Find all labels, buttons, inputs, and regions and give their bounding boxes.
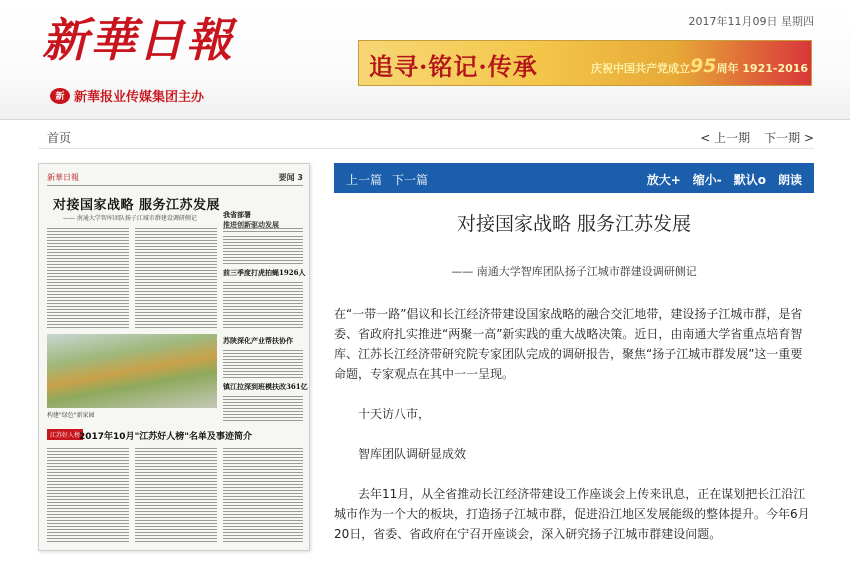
article-paragraph: 智库团队调研显成效 bbox=[358, 447, 467, 461]
banner-note: 庆祝中国共产党成立95周年 1921-2016 bbox=[591, 55, 809, 77]
thumb-side-head[interactable]: 前三季度打虎拍蝇1926人 bbox=[223, 268, 306, 277]
thumb-text-col-5 bbox=[223, 280, 303, 330]
article-subtitle: —— 南通大学智库团队扬子江城市群建设调研侧记 bbox=[451, 265, 697, 278]
newspaper-logo[interactable]: 新華日報 bbox=[42, 13, 234, 67]
thumb-text-col-4 bbox=[223, 234, 303, 264]
next-article-link[interactable]: 下一篇 bbox=[392, 173, 429, 187]
thumb-side-head[interactable]: 镇江拉深到班模扶改361亿 bbox=[223, 382, 308, 391]
prev-article-link[interactable]: 上一篇 bbox=[346, 173, 383, 187]
thumb-side-head[interactable]: 苏陕深化产业帮扶协作 bbox=[223, 336, 293, 345]
banner-motto: 追寻·铭记·传承 bbox=[369, 52, 538, 81]
issue-pager bbox=[700, 129, 814, 146]
article-paragraph: 十天访八市， bbox=[358, 407, 431, 421]
reading-tools bbox=[647, 171, 802, 188]
thumb-text-col-6 bbox=[223, 348, 303, 378]
anniversary-banner[interactable] bbox=[358, 40, 812, 86]
home-link[interactable]: 首页 bbox=[47, 131, 72, 145]
thumb-text-col-7 bbox=[223, 394, 303, 422]
site-header bbox=[0, 0, 850, 120]
default-size-button[interactable]: 默认o bbox=[733, 173, 766, 187]
issue-date: 2017年11月09日 星期四 bbox=[688, 15, 814, 28]
publisher-mark-icon: 新 bbox=[50, 88, 70, 104]
article-toolbar bbox=[334, 163, 814, 193]
read-aloud-button[interactable]: 朗读 bbox=[777, 173, 802, 187]
article-pager bbox=[346, 171, 428, 188]
article-paragraph: 去年11月，从全省推动长江经济带建设工作座谈会上传来讯息，正在谋划把长江沿江城市作为一个大的板块，打造扬子江城市群，促进沿江地区发展能级的整体提升。今年6月20日，省委、省政府在宁召开座谈会，深入研究扬子江城市群建设问题。 bbox=[334, 487, 810, 541]
thumb-text-col-2 bbox=[135, 226, 217, 330]
thumb-photo-caption: 构建"绿色"新家园 bbox=[47, 412, 95, 419]
thumb-subhead: —— 南通大学智库团队扬子江城市群建设调研侧记 bbox=[63, 215, 197, 222]
article-content bbox=[334, 193, 814, 562]
prev-issue-link[interactable]: < 上一期 bbox=[700, 131, 751, 145]
publisher-line bbox=[50, 86, 204, 105]
thumb-side-head[interactable]: 推进创新驱动发展 bbox=[223, 220, 279, 229]
page-nav bbox=[38, 123, 814, 149]
thumb-bottom-headline[interactable]: 2017年10月"江苏好人榜"名单及事迹简介 bbox=[79, 432, 252, 442]
article-body bbox=[334, 304, 814, 564]
next-issue-link[interactable]: 下一期 > bbox=[764, 131, 814, 145]
zoom-in-button[interactable]: 放大+ bbox=[646, 173, 681, 187]
thumb-photo bbox=[47, 334, 217, 408]
thumb-text-bottom-3 bbox=[223, 446, 303, 544]
thumb-section-tag: 江苏好人榜 bbox=[47, 429, 83, 440]
thumb-text-bottom-2 bbox=[135, 446, 217, 544]
thumb-side-head[interactable]: 我省部署 bbox=[223, 210, 251, 219]
thumb-text-bottom-1 bbox=[47, 446, 129, 544]
thumb-page-number: 要闻 3 bbox=[278, 173, 303, 182]
thumb-headline[interactable]: 对接国家战略 服务江苏发展 bbox=[53, 198, 221, 213]
publisher-label: 新華报业传媒集团主办 bbox=[74, 90, 205, 105]
article-paragraph: 在“一带一路”倡议和长江经济带建设国家战略的融合交汇地带，建设扬子江城市群，是省委、省政府扎实推进“两聚一高”新实践的重大战略决策。近日，由南通大学省重点培育智库、江苏长江经济带研究院专家团队完成的调研报告，聚焦“扬子江城市群发展”这一重要命题，专家观点在其中一一呈现。 bbox=[334, 307, 803, 381]
thumb-text-col-1 bbox=[47, 226, 129, 330]
thumb-masthead: 新華日報 要闻 3 bbox=[47, 172, 303, 186]
zoom-out-button[interactable]: 缩小- bbox=[692, 173, 722, 187]
newspaper-page-thumbnail[interactable] bbox=[38, 163, 310, 551]
article-title: 对接国家战略 服务江苏发展 bbox=[456, 213, 692, 235]
